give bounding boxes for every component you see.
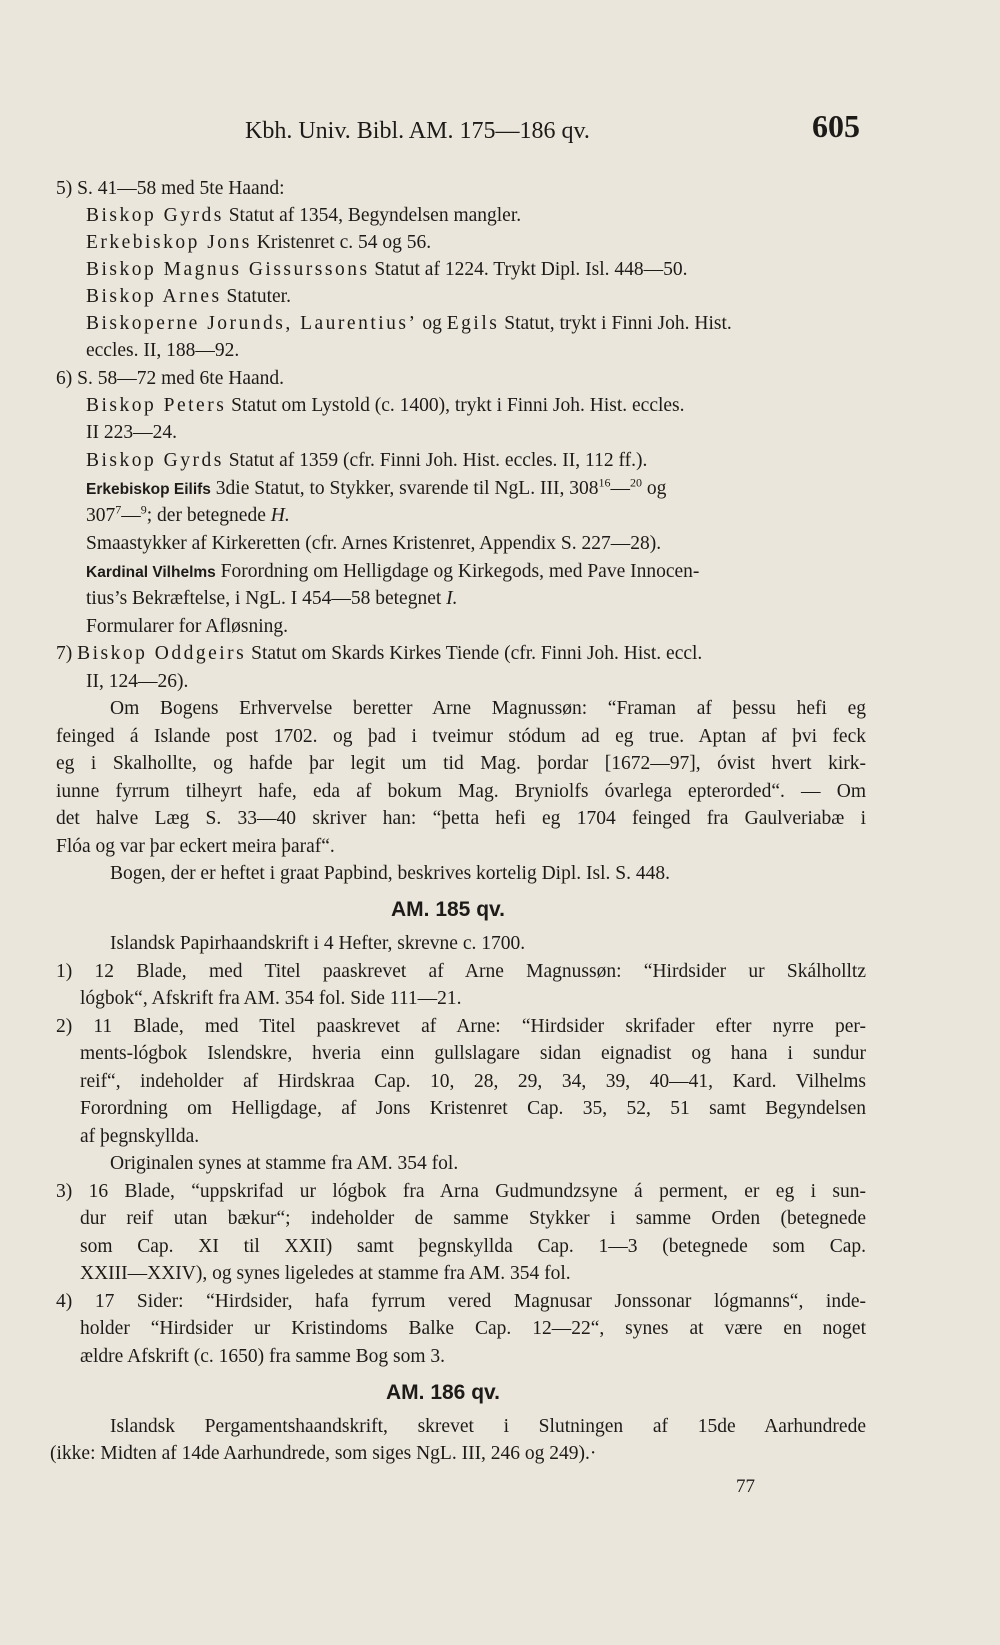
text-line: $307^7—^9$; der betegnede H. [86,502,290,526]
text-line: eccles. II, 188—92. [86,340,240,361]
text-line: dur reif utan bækur“; indeholder de samme Stykker i samme Orden (betegnede [80,1208,866,1229]
signature-mark: 77 [736,1476,755,1497]
text-line: II, 124—26). [86,671,189,692]
text-line: ments-lógbok Islendskre, hveria einn gullslagare sidan eignadist og hana i sundur [80,1043,866,1064]
text-line: II 223—24. [86,422,177,443]
text-line: Biskop Gyrds Statut af 1359 (cfr. Finni Joh. Hist. eccles. II, 112 ff.). [86,450,648,471]
text-line: holder “Hirdsider ur Kristindoms Balke Cap. 12—22“, synes at være en noget [80,1318,866,1339]
text-line: Biskop Peters Statut om Lystold (c. 1400), trykt i Finni Joh. Hist. eccles. [86,395,685,416]
text-line: som Cap. XI til XXII) samt þegnskyllda Cap. 1—3 (betegnede som Cap. [80,1236,866,1257]
text-line: eg i Skalhollte, og hafde þar legit um tid Mag. þordar [1672—97], óvist hvert kirk- [56,753,866,774]
text-line: 7) Biskop Oddgeirs Statut om Skards Kirkes Tiende (cfr. Finni Joh. Hist. eccl. [56,643,703,664]
text-line: 1) 12 Blade, med Titel paaskrevet af Arne Magnussøn: “Hirdsider ur Skálholltz [56,961,866,982]
text-line: Originalen synes at stamme fra AM. 354 fol. [110,1153,459,1174]
text-line: lógbok“, Afskrift fra AM. 354 fol. Side 111—21. [80,988,462,1009]
text-line: (ikke: Midten af 14de Aarhundrede, som siges NgL. III, 246 og 249).· [50,1443,597,1464]
text-line: Islandsk Papirhaandskrift i 4 Hefter, skrevne c. 1700. [110,933,526,954]
text-line: ældre Afskrift (c. 1650) fra samme Bog som 3. [80,1346,446,1367]
running-head: Kbh. Univ. Bibl. AM. 175—186 qv. [245,118,590,144]
page-header [0,108,1000,158]
text-line: 2) 11 Blade, med Titel paaskrevet af Arne: “Hirdsider skrifader efter nyrre per- [56,1016,866,1037]
text-line: 3) 16 Blade, “uppskrifad ur lógbok fra Arna Gudmundzsyne á perment, er eg i sun- [56,1181,866,1202]
text-line: af þegnskyllda. [80,1126,200,1147]
text-line: Islandsk Pergamentshaandskrift, skrevet i Slutningen af 15de Aarhundrede [110,1416,866,1437]
text-line: Biskop Gyrds Statut af 1354, Begyndelsen mangler. [86,205,522,226]
section-heading: AM. 185 qv. [391,898,505,921]
text-line: 6) S. 58—72 med 6te Haand. [56,368,285,389]
text-line: Flóa og var þar eckert meira þaraf“. [56,836,335,857]
text-line: 4) 17 Sider: “Hirdsider, hafa fyrrum vered Magnusar Jonssonar lógmanns“, inde- [56,1291,866,1312]
text-line: Erkebiskop Eilifs 3die Statut, to Stykker, svarende til NgL. III, $308^{16}—^{20}$ og [86,475,667,499]
text-line: Kardinal Vilhelms Forordning om Helligdage og Kirkegods, med Pave Innocen- [86,561,700,582]
text-line: iunne fyrrum tilheyrt hafe, eda af bokum Mag. Bryniolfs óvarlega epterorded“. — Om [56,781,866,802]
text-line: Erkebiskop Jons Kristenret c. 54 og 56. [86,232,432,253]
text-line: 5) S. 41—58 med 5te Haand: [56,178,285,199]
text-line: tius’s Bekræftelse, i NgL. I 454—58 betegnet I. [86,588,458,609]
text-line: Biskoperne Jorunds, Laurentius’ og Egils Statut, trykt i Finni Joh. Hist. [86,313,732,334]
page-number: 605 [812,108,860,144]
text-line: Formularer for Afløsning. [86,616,289,637]
text-line: Biskop Arnes Statuter. [86,286,291,307]
text-line: det halve Læg S. 33—40 skriver han: “þetta hefi eg 1704 feinged fra Gaulveriabæ i [56,808,866,829]
text-line: XXIII—XXIV), og synes ligeledes at stamme fra AM. 354 fol. [80,1263,571,1284]
text-line: Bogen, der er heftet i graat Papbind, beskrives kortelig Dipl. Isl. S. 448. [110,863,670,884]
text-line: Om Bogens Erhvervelse beretter Arne Magnussøn: “Framan af þessu hefi eg [110,698,866,719]
text-line: Forordning om Helligdage, af Jons Kristenret Cap. 35, 52, 51 samt Begyndelsen [80,1098,866,1119]
text-line: Biskop Magnus Gissurssons Statut af 1224. Trykt Dipl. Isl. 448—50. [86,259,688,280]
text-line: reif“, indeholder af Hirdskraa Cap. 10, 28, 29, 34, 39, 40—41, Kard. Vilhelms [80,1071,866,1092]
section-heading: AM. 186 qv. [386,1381,500,1404]
text-line: feinged á Islande post 1702. og þad i tveimur stódum ad eg true. Aptan af þvi feck [56,726,866,747]
text-line: Smaastykker af Kirkeretten (cfr. Arnes Kristenret, Appendix S. 227—28). [86,533,662,554]
